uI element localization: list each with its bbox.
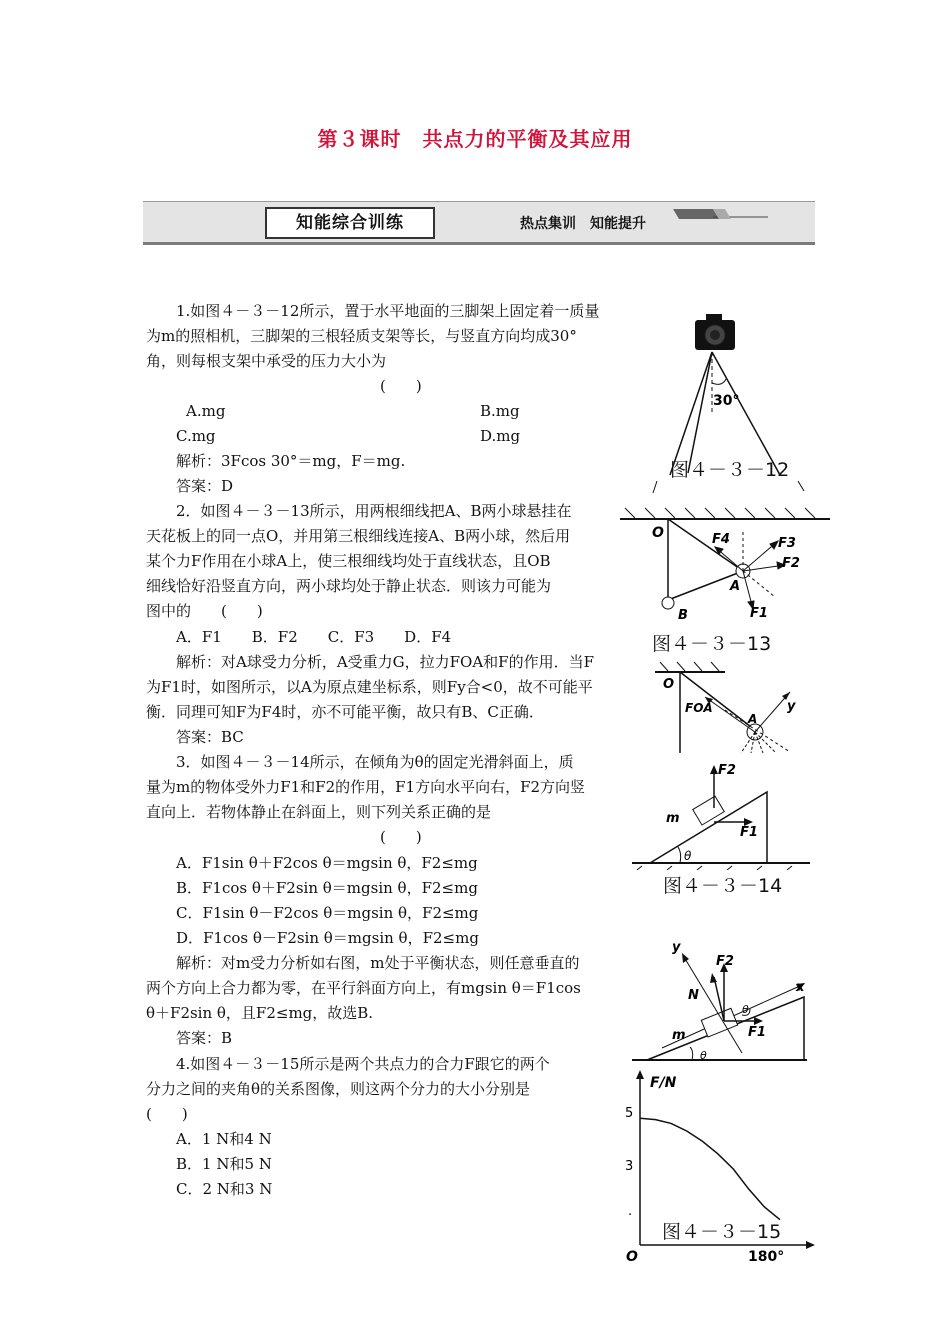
fig13-label-f3: F3 <box>778 536 796 551</box>
fig14-label-f1: F1 <box>740 825 758 840</box>
caption-fig14: 图４－３－14 <box>663 875 783 897</box>
fig-m-label-f1: F1 <box>748 1025 766 1040</box>
q3-analysis-1: 解析：对m受力分析如右图，m处于平衡状态，则任意垂直的 <box>176 954 580 972</box>
q3-option-b: B．F1cos θ＋F2sin θ＝mgsin θ，F2≤mg <box>176 879 478 897</box>
fig-m-label-theta-2: θ <box>700 1049 707 1062</box>
q1-line1: 1.如图４－３－12所示，置于水平地面的三脚架上固定着一质量 <box>176 302 600 320</box>
q2-options: A．F1 B．F2 C．F3 D．F4 <box>176 628 452 646</box>
x-tick-origin: O <box>626 1249 638 1265</box>
q1-option-b: B.mg <box>480 402 520 420</box>
q2-line2: 天花板上的同一点O，并用第三根细线连接A、B两小球，然后用 <box>146 527 571 545</box>
q1-line2: 为m的照相机，三脚架的三根轻质支架等长，与竖直方向均成30° <box>146 327 577 345</box>
q2-analysis-2: 为F1时，如图所示，以A为原点建坐标系，则Fy合<0，故不可能平 <box>146 678 593 696</box>
caption-fig12: 图４－３－12 <box>670 459 790 481</box>
page-title: 第３课时 共点力的平衡及其应用 <box>317 127 633 151</box>
fig-m-label-theta-1: θ <box>742 1003 749 1016</box>
q3-line3: 直向上．若物体静止在斜面上，则下列关系正确的是 <box>146 803 492 821</box>
q2-analysis-3: 衡．同理可知F为F4时，亦不可能平衡，故只有B、C正确． <box>146 703 544 721</box>
q1-analysis: 解析：3Fcos 30°＝mg，F＝mg. <box>176 452 406 470</box>
q2-analysis-1: 解析：对A球受力分析，A受重力G，拉力FOA和F的作用．当F <box>176 653 595 671</box>
q4-line2: 分力之间的夹角θ的关系图像，则这两个分力的大小分别是 <box>146 1080 531 1098</box>
q1-option-c: C.mg <box>176 427 216 445</box>
q3-option-c: C．F1sin θ－F2cos θ＝mgsin θ，F2≤mg <box>176 904 479 922</box>
q3-analysis-2: 两个方向上合力都为零，在平行斜面方向上，有mgsin θ＝F1cos <box>146 979 581 997</box>
x-tick-180: 180° <box>748 1249 785 1265</box>
fig-m-label-x: x <box>796 980 805 995</box>
q4-answer-bracket: ( ) <box>146 1105 188 1123</box>
section-banner <box>143 201 815 245</box>
fig13-label-o: O <box>652 525 664 541</box>
q1-option-d: D.mg <box>480 427 521 445</box>
chart-ylabel: F/N <box>650 1075 677 1091</box>
fig-a-label-o: O <box>663 677 675 692</box>
fig13-label-f4: F4 <box>712 532 730 547</box>
y-tick-5: 5 <box>625 1106 634 1121</box>
caption-fig15: 图４－３－15 <box>662 1221 782 1243</box>
fig13-label-a: A <box>730 579 741 594</box>
chart-series-line <box>640 1118 780 1219</box>
q4-line1: 4.如图４－３－15所示是两个共点力的合力F跟它的两个 <box>176 1055 550 1073</box>
q2-line3: 某个力F作用在小球A上，使三根细线均处于直线状态，且OB <box>146 552 551 570</box>
banner-decoration <box>613 208 768 220</box>
fig-a-label-a: A <box>748 712 758 726</box>
q2-answer: 答案：BC <box>176 728 244 746</box>
fig13-label-f1: F1 <box>750 606 768 621</box>
fig14-label-m: m <box>666 811 680 826</box>
fig-m-label-f2: F2 <box>716 954 734 969</box>
banner-label: 知能综合训练 <box>265 207 435 239</box>
figure-force-a <box>655 660 815 755</box>
caption-fig13: 图４－３－13 <box>652 633 772 655</box>
q1-line3: 角，则每根支架中承受的压力大小为 <box>146 352 387 370</box>
fig13-label-b: B <box>678 608 688 623</box>
q2-line4: 细线恰好沿竖直方向，两小球均处于静止状态．则该力可能为 <box>146 577 552 595</box>
q4-option-c: C．2 N和3 N <box>176 1180 273 1198</box>
angle-30-label: 30° <box>713 393 740 409</box>
q4-option-a: A．1 N和4 N <box>176 1130 272 1148</box>
q2-line1: 2．如图４－３－13所示，用两根细线把A、B两小球悬挂在 <box>176 502 572 520</box>
q3-option-d: D．F1cos θ－F2sin θ＝mgsin θ，F2≤mg <box>176 929 479 947</box>
q3-answer-bracket: ( ) <box>380 828 422 846</box>
q1-answer-bracket: ( ) <box>380 377 422 395</box>
fig-a-label-foa: FOA <box>685 701 713 715</box>
q3-analysis-3: θ＋F2sin θ，且F2≤mg，故选B. <box>146 1004 374 1022</box>
fig14-label-f2: F2 <box>718 763 736 778</box>
q3-line1: 3．如图４－３－14所示，在倾角为θ的固定光滑斜面上，质 <box>176 753 574 771</box>
y-tick-3: 3 <box>625 1159 634 1174</box>
q3-answer: 答案：B <box>176 1029 233 1047</box>
figure-incline-forces <box>632 935 812 1065</box>
q3-line2: 量为m的物体受外力F1和F2的作用，F1方向水平向右，F2方向竖 <box>146 778 586 796</box>
q4-option-b: B．1 N和5 N <box>176 1155 272 1173</box>
fig-a-label-y: y <box>787 699 796 714</box>
y-tick-dot: . <box>628 1204 633 1219</box>
q1-option-a: A.mg <box>186 402 226 420</box>
figure-incline <box>632 760 812 870</box>
fig-m-label-y: y <box>672 940 681 955</box>
q2-line5: 图中的 ( ) <box>146 602 263 620</box>
fig-m-label-n: N <box>688 988 699 1003</box>
q1-answer: 答案：D <box>176 477 234 495</box>
fig13-label-f2: F2 <box>782 556 800 571</box>
fig-m-label-m: m <box>672 1028 686 1043</box>
figure-two-balls <box>620 505 830 630</box>
q3-option-a: A．F1sin θ＋F2cos θ＝mgsin θ，F2≤mg <box>176 854 478 872</box>
fig14-label-theta: θ <box>684 849 692 863</box>
banner-subtitle: 热点集训 知能提升 <box>520 216 646 232</box>
